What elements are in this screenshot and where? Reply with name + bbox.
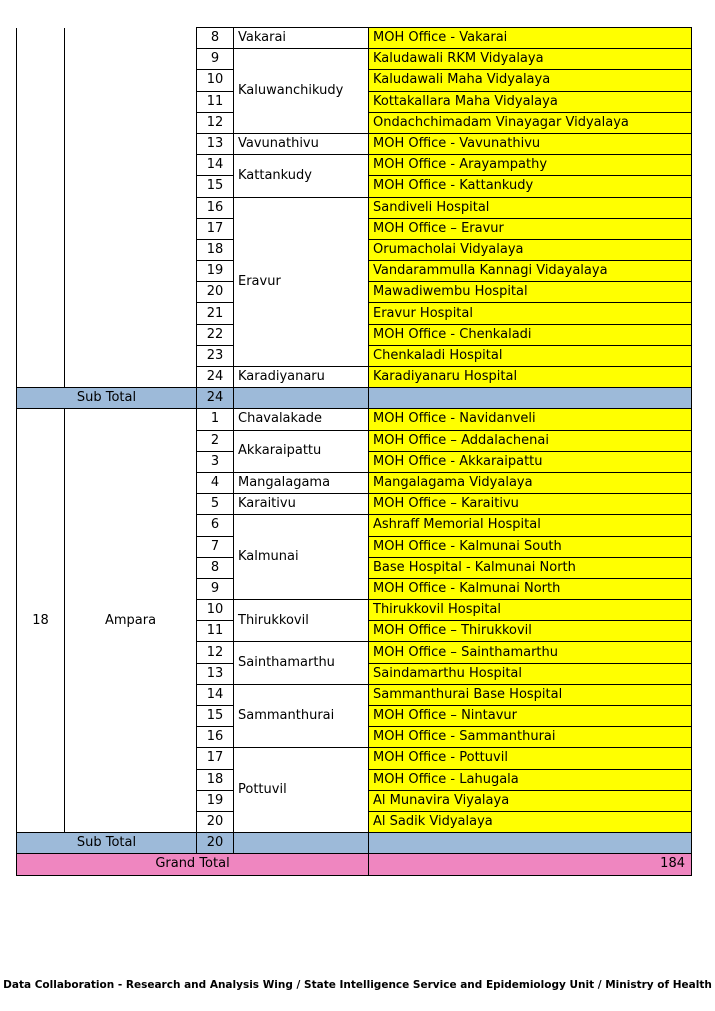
- subtotal-empty-cell: [369, 388, 692, 409]
- centre-cell: Thirukkovil Hospital: [369, 600, 692, 621]
- centre-cell: Karadiyanaru Hospital: [369, 367, 692, 388]
- centre-cell: Chenkaladi Hospital: [369, 345, 692, 366]
- row-number-cell: 23: [197, 345, 234, 366]
- centre-cell: MOH Office – Eravur: [369, 218, 692, 239]
- row-number-cell: 17: [197, 218, 234, 239]
- division-cell: Eravur: [234, 197, 369, 367]
- centre-cell: Sandiveli Hospital: [369, 197, 692, 218]
- row-number-cell: 10: [197, 70, 234, 91]
- centre-cell: MOH Office - Lahugala: [369, 769, 692, 790]
- division-cell: Sainthamarthu: [234, 642, 369, 684]
- centre-cell: MOH Office – Thirukkovil: [369, 621, 692, 642]
- centre-cell: MOH Office - Vavunathivu: [369, 133, 692, 154]
- row-number-cell: 9: [197, 49, 234, 70]
- row-number-cell: 7: [197, 536, 234, 557]
- page-footer: Data Collaboration - Research and Analysis Wing / State Intelligence Service and Epidemiology Unit / Ministry of Health: [3, 979, 712, 991]
- division-cell: Mangalagama: [234, 472, 369, 493]
- row-number-cell: 15: [197, 176, 234, 197]
- centre-cell: Kaludawali Maha Vidyalaya: [369, 70, 692, 91]
- centre-cell: MOH Office - Arayampathy: [369, 155, 692, 176]
- centre-cell: Al Sadik Vidyalaya: [369, 811, 692, 832]
- table-row: [17, 409, 692, 430]
- row-number-cell: 17: [197, 748, 234, 769]
- subtotal-row: [17, 388, 692, 409]
- row-number-cell: 11: [197, 91, 234, 112]
- centre-cell: Ashraff Memorial Hospital: [369, 515, 692, 536]
- centre-cell: Kaludawali RKM Vidyalaya: [369, 49, 692, 70]
- table-body: [17, 28, 692, 876]
- table-row: [17, 28, 692, 49]
- centre-cell: Mangalagama Vidyalaya: [369, 472, 692, 493]
- division-cell: Kattankudy: [234, 155, 369, 197]
- subtotal-empty-cell: [234, 833, 369, 854]
- row-number-cell: 18: [197, 769, 234, 790]
- division-cell: Karadiyanaru: [234, 367, 369, 388]
- centre-cell: MOH Office - Pottuvil: [369, 748, 692, 769]
- division-cell: Vavunathivu: [234, 133, 369, 154]
- division-cell: Kalmunai: [234, 515, 369, 600]
- centre-cell: MOH Office - Chenkaladi: [369, 324, 692, 345]
- centre-cell: MOH Office - Navidanveli: [369, 409, 692, 430]
- row-number-cell: 12: [197, 112, 234, 133]
- centre-cell: Eravur Hospital: [369, 303, 692, 324]
- subtotal-value: 20: [197, 833, 234, 854]
- subtotal-row: [17, 833, 692, 854]
- grand-total-label: Grand Total: [17, 854, 369, 875]
- row-number-cell: 20: [197, 811, 234, 832]
- row-number-cell: 5: [197, 494, 234, 515]
- division-cell: Karaitivu: [234, 494, 369, 515]
- district-name-cell: Ampara: [65, 409, 197, 833]
- row-number-cell: 2: [197, 430, 234, 451]
- centre-cell: MOH Office - Kalmunai North: [369, 578, 692, 599]
- row-number-cell: 22: [197, 324, 234, 345]
- row-number-cell: 6: [197, 515, 234, 536]
- row-number-cell: 24: [197, 367, 234, 388]
- division-cell: Pottuvil: [234, 748, 369, 833]
- centre-cell: MOH Office – Karaitivu: [369, 494, 692, 515]
- centre-cell: MOH Office – Nintavur: [369, 706, 692, 727]
- row-number-cell: 19: [197, 261, 234, 282]
- row-number-cell: 16: [197, 727, 234, 748]
- vaccination-centre-table: [16, 27, 692, 876]
- subtotal-empty-cell: [234, 388, 369, 409]
- row-number-cell: 12: [197, 642, 234, 663]
- row-number-cell: 4: [197, 472, 234, 493]
- grand-total-value: 184: [369, 854, 692, 875]
- division-cell: Chavalakade: [234, 409, 369, 430]
- row-number-cell: 8: [197, 557, 234, 578]
- centre-cell: MOH Office - Kattankudy: [369, 176, 692, 197]
- subtotal-value: 24: [197, 388, 234, 409]
- subtotal-empty-cell: [369, 833, 692, 854]
- division-cell: Sammanthurai: [234, 684, 369, 748]
- row-number-cell: 15: [197, 706, 234, 727]
- row-number-cell: 14: [197, 155, 234, 176]
- centre-cell: MOH Office - Kalmunai South: [369, 536, 692, 557]
- centre-cell: Mawadiwembu Hospital: [369, 282, 692, 303]
- row-number-cell: 10: [197, 600, 234, 621]
- row-number-cell: 9: [197, 578, 234, 599]
- division-cell: Thirukkovil: [234, 600, 369, 642]
- centre-cell: Vandarammulla Kannagi Vidayalaya: [369, 261, 692, 282]
- centre-cell: Saindamarthu Hospital: [369, 663, 692, 684]
- row-number-cell: 20: [197, 282, 234, 303]
- row-number-cell: 13: [197, 663, 234, 684]
- row-number-cell: 21: [197, 303, 234, 324]
- centre-cell: Base Hospital - Kalmunai North: [369, 557, 692, 578]
- centre-cell: MOH Office - Akkaraipattu: [369, 451, 692, 472]
- row-number-cell: 14: [197, 684, 234, 705]
- subtotal-label: Sub Total: [17, 833, 197, 854]
- division-cell: Vakarai: [234, 28, 369, 49]
- row-number-cell: 13: [197, 133, 234, 154]
- district-number-cell: [17, 28, 65, 388]
- grand-total-row: [17, 854, 692, 875]
- row-number-cell: 8: [197, 28, 234, 49]
- row-number-cell: 19: [197, 790, 234, 811]
- centre-cell: MOH Office – Sainthamarthu: [369, 642, 692, 663]
- centre-cell: Orumacholai Vidyalaya: [369, 239, 692, 260]
- subtotal-label: Sub Total: [17, 388, 197, 409]
- centre-cell: MOH Office - Vakarai: [369, 28, 692, 49]
- centre-cell: Ondachchimadam Vinayagar Vidyalaya: [369, 112, 692, 133]
- division-cell: Kaluwanchikudy: [234, 49, 369, 134]
- district-name-cell: [65, 28, 197, 388]
- row-number-cell: 11: [197, 621, 234, 642]
- row-number-cell: 1: [197, 409, 234, 430]
- centre-cell: MOH Office - Sammanthurai: [369, 727, 692, 748]
- row-number-cell: 3: [197, 451, 234, 472]
- row-number-cell: 16: [197, 197, 234, 218]
- division-cell: Akkaraipattu: [234, 430, 369, 472]
- district-number-cell: 18: [17, 409, 65, 833]
- centre-cell: Sammanthurai Base Hospital: [369, 684, 692, 705]
- centre-cell: Kottakallara Maha Vidyalaya: [369, 91, 692, 112]
- centre-cell: Al Munavira Viyalaya: [369, 790, 692, 811]
- centre-cell: MOH Office – Addalachenai: [369, 430, 692, 451]
- row-number-cell: 18: [197, 239, 234, 260]
